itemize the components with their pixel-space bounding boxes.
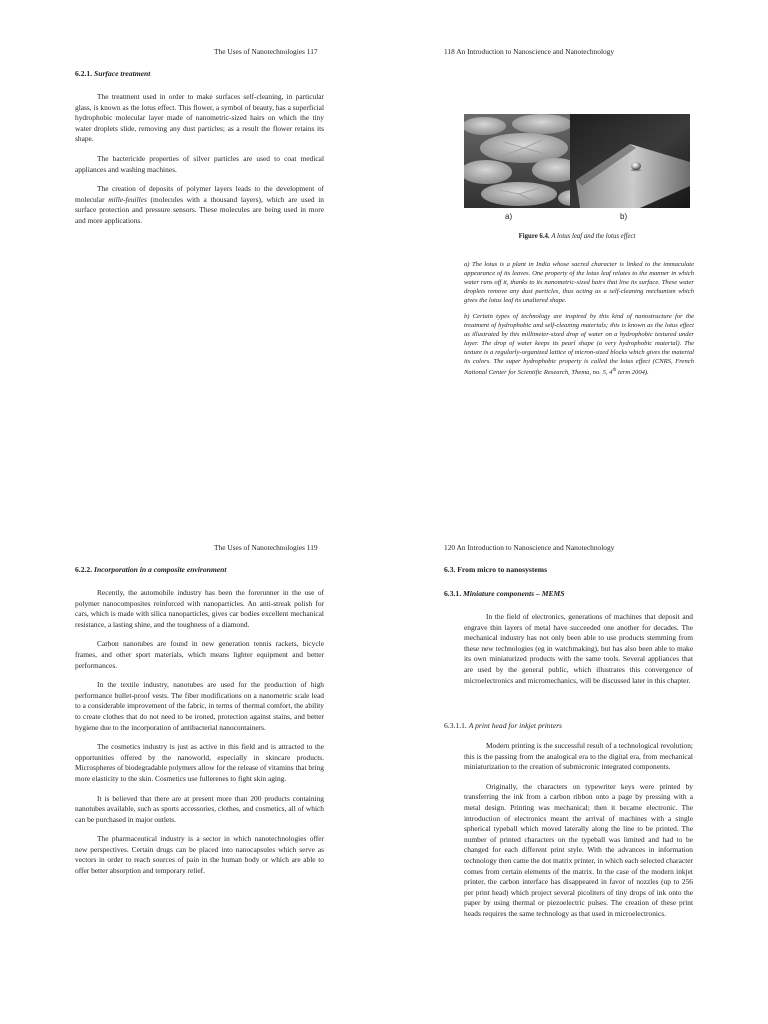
page-117 [0, 0, 384, 512]
figure-number: Figure 6.4. [518, 233, 550, 240]
paragraph: Carbon nanotubes are found in new generation tennis rackets, bicycle frames, and other sport materials, which means lighter equipment and better performances. [75, 639, 324, 670]
page-120-para1 [464, 612, 693, 695]
paragraph: The treatment used in order to make surfaces self-cleaning, in particular glass, is known as the lotus effect. This flower, a symbol of beauty, has a superficial hydrophobic molecular layer made of nanometric-sized hairs on which the tiny water droplets slide, removing any dust particles; as a result the flower retains its shape. [75, 92, 324, 144]
figure-label-b: b) [620, 212, 628, 221]
page-120 [384, 512, 768, 1024]
figure-notes [464, 260, 694, 384]
section-number: 6.2.1. [75, 69, 93, 78]
paragraph: Recently, the automobile industry has been the forerunner in the use of polymer nanocomposites reinforced with nanoparticles. An anti-streak polish for cars, which is made with silica nanoparticles, gives car bodies excellent mechanical resistance, a lasting shine, and the toughness of a diamond. [75, 588, 324, 629]
figure-label-a: a) [505, 212, 513, 221]
section-heading [75, 69, 150, 78]
paragraph: The cosmetics industry is just as active in this field and is attracted to the opportunities offered by the nanoworld, especially in skincare products. Microspheres of biodegradable polymers allow for the release of vitamins that bring more elasticity to the skin. Cosmetics use fullerenes to fight skin aging. [75, 742, 324, 783]
subsubsection-heading [444, 721, 562, 730]
lotus-leaf-photo [464, 114, 582, 208]
figure-caption [464, 233, 690, 240]
paragraph: Originally, the characters on typewriter keys were printed by transferring the ink from a carbon ribbon onto a page by pressing with a metal design. Printing was mechanical; then it became electronic. The introduction of electronics meant the arrival of machines with a single spherical typeball which moved laterally along the line to be printed. The number of printed characters on the typeball was limited and had to be changed for each different print style. With the advances in information technology then came the dot matrix printer, in which each selected character comes from certain elements of the matrix. In the case of the modern inkjet printer, the carbon interface has disappeared in favor of nozzles (up to 256 per print head) which project several picoliters of tiny drops of ink onto the paper by using thermal or piezoelectric pulses. The creation of these print heads requires the same technology as that used in microelectronics. [464, 781, 693, 918]
paragraph: The pharmaceutical industry is a sector in which nanotechnologies offer new perspectives. Certain drugs can be placed into nanocapsules which serve as vectors in order to reach sources of pain in the human body or which are able to offer better absorption and temporary relief. [75, 834, 324, 876]
page-118 [384, 0, 768, 512]
page-117-body [75, 92, 324, 236]
subsubsection-title: A print head for inkjet printers [468, 721, 562, 730]
section-number: 6.2.2. [75, 565, 93, 574]
running-header: 118 An Introduction to Nanoscience and Nanotechnology [444, 47, 615, 56]
figure-title: A lotus leaf and the lotus effect [551, 233, 636, 240]
subsection-title: Miniature components – MEMS [463, 589, 565, 598]
section-heading: 6.3. From micro to nanosystems [444, 565, 548, 574]
section-title: Incorporation in a composite environment [94, 565, 227, 574]
running-header: The Uses of Nanotechnologies 119 [214, 543, 318, 552]
paragraph: It is believed that there are at present more than 200 products containing nanotubes available, such as sports accessories, clothes, and cosmetics, all of which can be purchased in major outlets. [75, 793, 324, 824]
water-drop-photo [570, 114, 690, 208]
subsection-number: 6.3.1. [444, 589, 462, 598]
page-119-body [75, 588, 324, 886]
subsubsection-number: 6.3.1.1. [444, 721, 467, 730]
note-a: a) The lotus is a plant in India whose sacred character is linked to the immaculate appearance of its leaves. One property of the lotus leaf relates to the manner in which water runs off it, thanks to its nanometric-sized hairs that line its surface. These water droplets remove any dust particles, thus acting as a self-cleaning mechanism which gives the lotus leaf its unaltered shape. [464, 261, 694, 304]
note-b: b) Certain types of technology are inspired by this kind of nanostructure for the treatment of hydrophobic and self-cleaning materials; this is known as the lotus effect as illustrated by this millimeter-sized drop of water on a hydrophobic textured under layer. The drop of water keeps its pearl shape (a very hydrophobic material). The texture is a regularly-organized lattice of micron-sized blocks which gives the material its colors. The super hydrophobic property is called the lotus effect (CNRS, French National Center for Scientific Research, Thema, no. 5, 4th term 2004). [464, 313, 694, 377]
section-title: Surface treatment [94, 69, 151, 78]
running-header: 120 An Introduction to Nanoscience and Nanotechnology [444, 543, 615, 552]
page-119 [0, 512, 384, 1024]
page-120-body [464, 741, 693, 929]
running-header: The Uses of Nanotechnologies 117 [214, 47, 318, 56]
section-heading [75, 565, 226, 574]
paragraph: The creation of deposits of polymer layers leads to the development of molecular mille-feuilles (molecules with a thousand layers), which are used in surface protection and pressure sensors. These molecules are being used in more and more applications. [75, 184, 324, 225]
subsection-heading [444, 589, 565, 598]
paragraph: The bactericide properties of silver particles are used to coat medical appliances and washing machines. [75, 153, 324, 174]
paragraph: Modern printing is the successful result of a technological revolution; this is the passing from the analogical era to the digital era, from mechanical miniaturization to the creation of submicronic integrated components. [464, 741, 693, 772]
paragraph: In the field of electronics, generations of machines that deposit and engrave thin layers of metal have succeeded one another for decades. The mechanical industry has not only been able to use products stemming from these new technologies (eg in watchmaking), but has also been able to make its own miniaturized products with the same tools. Several appliances that are used by the general public, which illustrates this convergence of microelectronics and micromechanics, will be discussed later in this chapter. [464, 612, 693, 685]
paragraph: In the textile industry, nanotubes are used for the production of high performance bullet-proof vests. The fiber modifications on a nanometric scale lead to a considerable improvement of the fabric, in terms of thermal comfort, the ability to create clothes that do not need to be ironed, protection against stains, and better hygiene due to the incorporation of antibacterial nanocontainers. [75, 680, 324, 732]
